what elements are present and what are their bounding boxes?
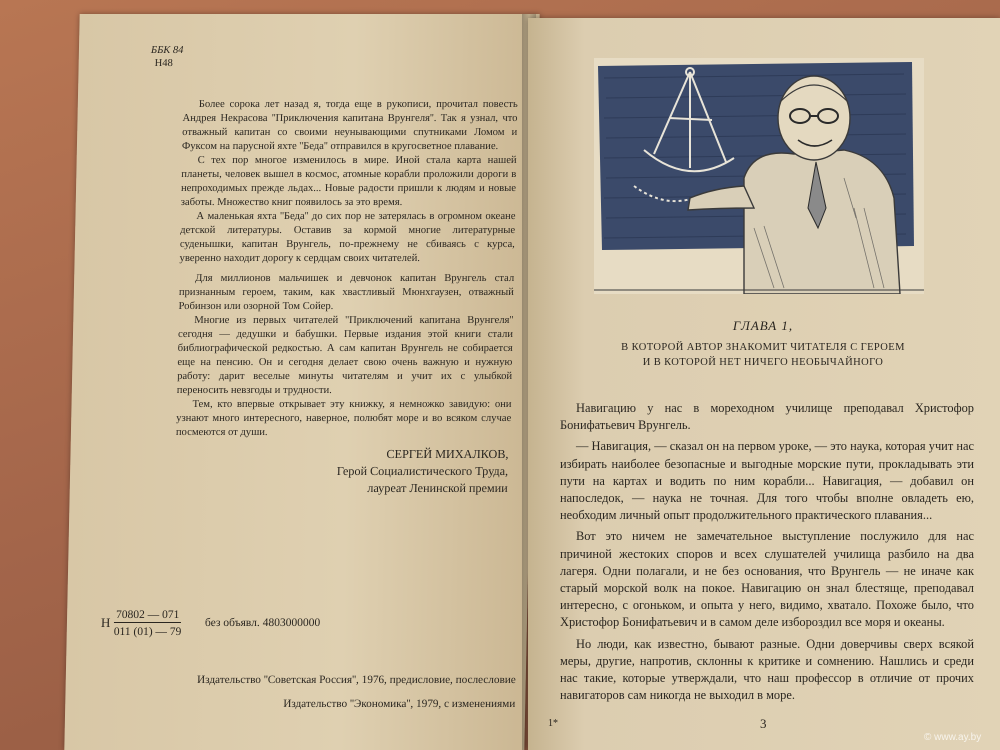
- chapter-paragraph: Навигацию у нас в мореходном училище преподавал Христофор Бонифатьевич Врунгель.: [560, 401, 974, 433]
- signature-award: лауреат Ленинской премии: [367, 481, 508, 495]
- catalog-letter: Н: [100, 615, 111, 630]
- imprint-line-1: Издательство ''Советская Россия'', 1976, предисловие, послесловие: [196, 674, 516, 686]
- signature-title: Герой Социалистического Труда,: [336, 464, 509, 478]
- page-number: 3: [760, 716, 767, 731]
- catalog-denominator: 011 (01) — 79: [113, 626, 182, 638]
- bbk-label: ББК 84: [150, 45, 184, 56]
- watermark: © www.ay.by: [924, 732, 982, 743]
- chapter-text: [560, 400, 974, 708]
- catalog-note: без объявл. 4803000000: [204, 617, 321, 629]
- imprint-line-2: Издательство ''Экономика'', 1979, с изменениями: [283, 698, 516, 710]
- foreword-paragraph: А маленькая яхта ''Беда'' до сих пор не затерялась в огромном океане детской литературы. Оставив за кормой многие литературные суденышки, капитан Врунгель, по-прежнему не сбиваясь с курса, уверенно находит дорогу к сердцам своих читателей.: [179, 211, 516, 264]
- chapter-paragraph: — Навигация, — сказал он на первом уроке, — это наука, которая учит нас избирать наиболее безопасные и выгодные морские пути, прокладывать эти пути на картах и водить по ним корабли... Навигация, — добавил он напоследок, — наука не точная. Для того чтобы вполне овладеть ею, необходим личный опыт продолжительного практического плавания...: [560, 439, 974, 523]
- foreword-paragraph: Более сорока лет назад я, тогда еще в рукописи, прочитал повесть Андрея Некрасова ''Приключения капитана Врунгеля''. Так я узнал, что отважный капитан со своими неунывающими спутниками Ломом и Фуксом на парусной яхте ''Беда'' отправился в кругосветное плавание.: [181, 99, 518, 152]
- signature-mark: 1*: [548, 718, 558, 729]
- foreword-paragraph: Для миллионов мальчишек и девчонок капитан Врунгель стал признанным героем, таким, как хвастливый Мюнхгаузен, отважный Робинзон или озорной Том Сойер.: [178, 273, 515, 312]
- chapter-title: ГЛАВА 1,: [732, 318, 794, 333]
- chapter-paragraph: Вот это ничем не замечательное выступление послужило для нас причиной жестоких споров и всех слушателей училища разбило на два лагеря. Одни полагали, и не без основания, что Врунгель — не иначе как старый морской волк на покое. Навигацию он знал блестяще, преподавал интересно, с огоньком, и опыта у него, видимо, хватало. Похоже было, что Христофор Бонифатьевич и в самом деле избороздил все моря и океаны.: [560, 529, 974, 630]
- left-page: [64, 14, 539, 750]
- captain-illustration: [594, 58, 924, 294]
- chapter-paragraph: Но люди, как известно, бывают разные. Одни доверчивы сверх всякой меры, другие, напротив, склонны к критике и сомнению. Нашлись и среди нас такие, которые утверждали, что наш профессор в отличие от прочих навигаторов сам никогда не выходил в море.: [560, 636, 974, 703]
- right-page: [528, 18, 1000, 750]
- catalog-code: [100, 608, 521, 648]
- foreword-paragraph: Тем, кто впервые открывает эту книжку, я немножко завидую: они узнают много интересного, наверное, полюбят море и во всяком случае посмеются от души.: [175, 399, 512, 438]
- chapter-subtitle-line-1: В КОТОРОЙ АВТОР ЗНАКОМИТ ЧИТАТЕЛЯ С ГЕРОЕМ: [621, 342, 905, 353]
- chapter-subtitle-line-2: И В КОТОРОЙ НЕТ НИЧЕГО НЕОБЫЧАЙНОГО: [642, 357, 884, 368]
- foreword-paragraph: С тех пор многое изменилось в мире. Иной стала карта нашей планеты, человек вышел в космос, атомные корабли проложили дороги в непроходимых прежде льдах... Новые радости пришли к людям и новые заботы. Множество книг появилось за это время.: [180, 155, 517, 208]
- foreword-text: [176, 98, 518, 440]
- catalog-numerator: 70802 — 071: [114, 608, 182, 623]
- signature-block: [250, 446, 509, 497]
- chapter-illustration: [594, 58, 924, 294]
- chapter-heading: [588, 318, 938, 370]
- foreword-paragraph: Многие из первых читателей ''Приключений капитана Врунгеля'' сегодня — дедушки и бабушки. Первые издания этой книги стали библиографической редкостью. А сам капитан Врунгель не собирается еще на пенсию. Он и сегодня делает свою очень важную и нужную работу: дарит веселые минуты читателям и учит их с улыбкой переносить невзгоды и трудности.: [176, 315, 514, 396]
- signature-name: СЕРГЕЙ МИХАЛКОВ,: [386, 447, 509, 461]
- bbk-code: Н48: [154, 58, 173, 69]
